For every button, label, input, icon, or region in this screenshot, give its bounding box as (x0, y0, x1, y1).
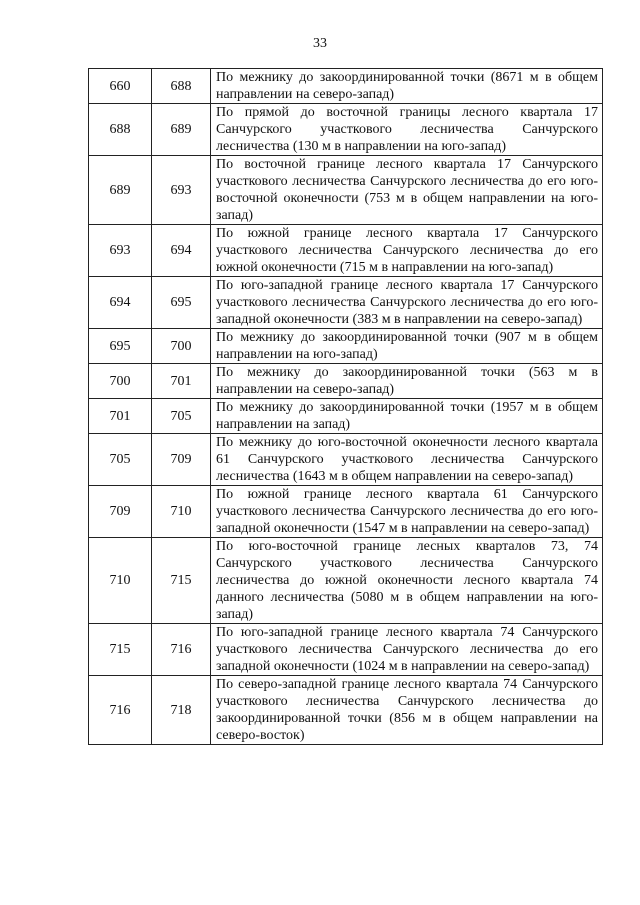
table-row (89, 538, 603, 624)
to-point: 695 (152, 277, 211, 329)
to-point: 716 (152, 624, 211, 676)
from-point: 700 (89, 364, 152, 399)
to-point: 718 (152, 676, 211, 745)
boundary-description-table (88, 68, 603, 745)
table-row (89, 225, 603, 277)
table-row (89, 364, 603, 399)
table-row (89, 329, 603, 364)
from-point: 710 (89, 538, 152, 624)
from-point: 660 (89, 69, 152, 104)
table-row (89, 399, 603, 434)
boundary-description: По межнику до юго-восточной оконечности лесного квартала 61 Санчурского участкового лесничества Санчурского лесничества (1643 м в общем направлении на северо-запад) (211, 434, 603, 486)
boundary-description: По юго-восточной границе лесных кварталов 73, 74 Санчурского участкового лесничества Санчурского лесничества до южной оконечности лесного квартала 74 данного лесничества (5080 м в общем направлении на юго-запад) (211, 538, 603, 624)
boundary-description: По межнику до закоординированной точки (563 м в направлении на северо-запад) (211, 364, 603, 399)
boundary-description: По южной границе лесного квартала 61 Санчурского участкового лесничества Санчурского лесничества до его юго-западной оконечности (1547 м в направлении на северо-запад) (211, 486, 603, 538)
page-number: 33 (313, 36, 327, 51)
table-row (89, 69, 603, 104)
from-point: 701 (89, 399, 152, 434)
to-point: 688 (152, 69, 211, 104)
from-point: 716 (89, 676, 152, 745)
to-point: 709 (152, 434, 211, 486)
to-point: 710 (152, 486, 211, 538)
to-point: 715 (152, 538, 211, 624)
from-point: 693 (89, 225, 152, 277)
boundary-description: По южной границе лесного квартала 17 Санчурского участкового лесничества Санчурского лесничества до его южной оконечности (715 м в направлении на юго-запад) (211, 225, 603, 277)
from-point: 688 (89, 104, 152, 156)
to-point: 705 (152, 399, 211, 434)
from-point: 705 (89, 434, 152, 486)
boundary-description: По межнику до закоординированной точки (907 м в общем направлении на юго-запад) (211, 329, 603, 364)
to-point: 701 (152, 364, 211, 399)
boundary-description: По северо-западной границе лесного квартала 74 Санчурского участкового лесничества Санчурского лесничества до закоординированной точки (856 м в общем направлении на северо-восток) (211, 676, 603, 745)
from-point: 715 (89, 624, 152, 676)
from-point: 694 (89, 277, 152, 329)
boundary-description: По межнику до закоординированной точки (8671 м в общем направлении на северо-запад) (211, 69, 603, 104)
to-point: 693 (152, 156, 211, 225)
from-point: 695 (89, 329, 152, 364)
boundary-description: По межнику до закоординированной точки (1957 м в общем направлении на запад) (211, 399, 603, 434)
to-point: 700 (152, 329, 211, 364)
boundary-description: По юго-западной границе лесного квартала 17 Санчурского участкового лесничества Санчурского лесничества до его юго-западной оконечности (383 м в направлении на северо-запад) (211, 277, 603, 329)
table-row (89, 486, 603, 538)
table-row (89, 434, 603, 486)
from-point: 709 (89, 486, 152, 538)
boundary-description: По юго-западной границе лесного квартала 74 Санчурского участкового лесничества Санчурского лесничества до его западной оконечности (1024 м в направлении на северо-запад) (211, 624, 603, 676)
boundary-description: По восточной границе лесного квартала 17 Санчурского участкового лесничества Санчурского лесничества до его юго-восточной оконечности (753 м в общем направлении на юго-запад) (211, 156, 603, 225)
to-point: 689 (152, 104, 211, 156)
table-row (89, 676, 603, 745)
table-row (89, 277, 603, 329)
from-point: 689 (89, 156, 152, 225)
table-row (89, 104, 603, 156)
to-point: 694 (152, 225, 211, 277)
table-row (89, 156, 603, 225)
boundary-description: По прямой до восточной границы лесного квартала 17 Санчурского участкового лесничества Санчурского лесничества (130 м в направлении на юго-запад) (211, 104, 603, 156)
table-row (89, 624, 603, 676)
